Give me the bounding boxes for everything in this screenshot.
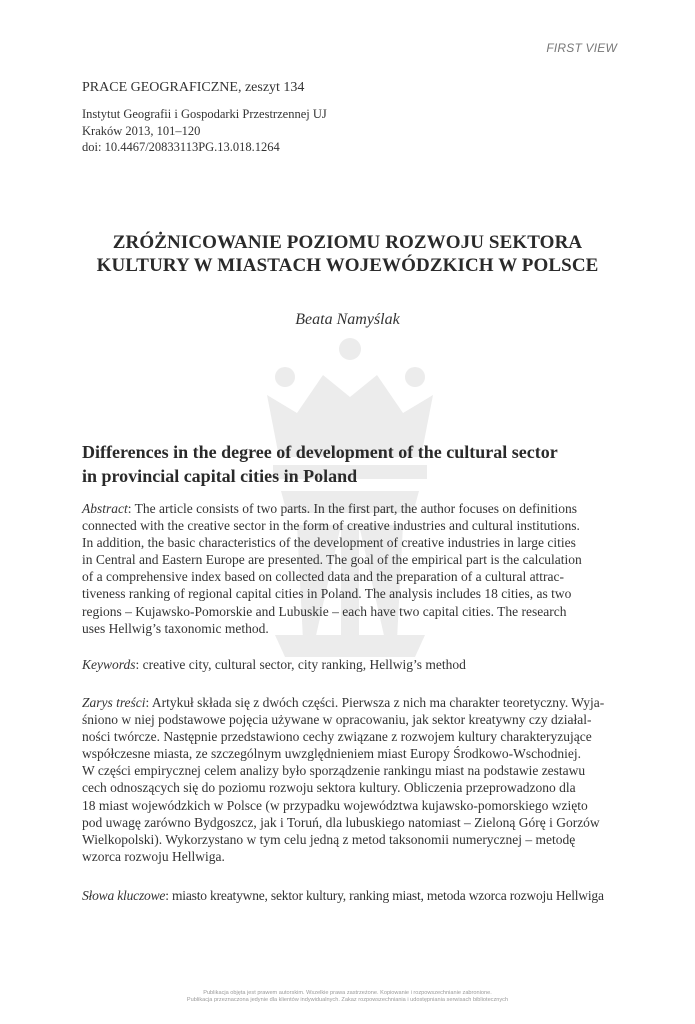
footer-line: Publikacja przeznaczona jedynie dla klientów indywidualnych. Zakaz rozpowszechniania i udostępniania serwisach bibliotecznych [186,997,509,1003]
title-pl-line: ZRÓŻNICOWANIE POZIOMU ROZWOJU SEKTORA [112,232,583,253]
abstract-pl-line: współczesne miasta, ze szczególnym uwzględnieniem miast Europy Środkowo-Wschodniej. [82,746,581,762]
keywords-pl-line: Słowa kluczowe: miasto kreatywne, sektor kultury, ranking miast, metoda wzorca rozwoju Hellwiga [82,888,604,903]
abstract-pl-line: W części empirycznej celem analizy było sporządzenie rankingu miast na podstawie zestawu [82,763,586,779]
keywords-en [82,656,602,673]
abstract-en [82,500,602,637]
institute-line: Instytut Geografii i Gospodarki Przestrzennej UJ [82,107,327,121]
abstract-pl-label: Zarys treści [82,695,146,710]
abstract-en-line: connected with the creative sector in the form of creative industries and cultural institutions. [82,518,580,534]
author-name: Beata Namyślak [295,311,400,328]
keywords-en-line: Keywords: creative city, cultural sector, city ranking, Hellwig’s method [82,657,466,672]
keywords-pl [82,887,602,904]
article-title-en [82,440,622,488]
abstract-pl-line: ności twórcze. Następnie przedstawiono cechy związane z rozwojem kultury charakteryzujące [82,729,592,745]
abstract-pl-line: cech odnoszących się do poziomu rozwoju sektora kultury. Obliczenia przeprowadzono dla [82,780,576,796]
title-en-line: in provincial capital cities in Poland [82,466,358,486]
abstract-pl-line: Wielkopolski). Wykorzystano w tym celu jedną z metod taksonomii numerycznej – metodę [82,831,576,847]
keywords-en-label: Keywords [82,657,136,672]
abstract-pl [82,694,605,865]
journal-title: PRACE GEOGRAFICZNE, zeszyt 134 [82,80,305,95]
doi-line: doi: 10.4467/20833113PG.13.018.1264 [82,140,280,154]
abstract-en-line: regions – Kujawsko-Pomorskie and Lubuskie – each have two capital cities. The research [82,603,567,619]
abstract-en-line: tiveness ranking of regional capital cities in Poland. The analysis includes 18 cities, as two [82,586,572,602]
journal-meta [82,106,327,156]
abstract-pl-line: 18 miast wojewódzkich w Polsce (w przypadku województwa kujawsko-pomorskiego wzięto [82,797,588,813]
abstract-en-line: Abstract: The article consists of two parts. In the first part, the author focuses on definitions [82,501,578,516]
abstract-en-label: Abstract [82,501,128,516]
abstract-en-line: of a comprehensive index based on collected data and the preparation of a cultural attrac- [82,569,565,585]
article-title-pl [60,231,635,277]
abstract-pl-line: wzorca rozwoju Hellwiga. [82,848,225,864]
keywords-pl-label: Słowa kluczowe [82,888,166,903]
abstract-en-line: uses Hellwig’s taxonomic method. [82,620,269,636]
abstract-pl-line: śniono w niej podstawowe pojęcia używane w opracowaniu, jak sektor kreatywny czy działal- [82,712,592,728]
copyright-footer [0,990,695,1004]
footer-line: Publikacja objęta jest prawem autorskim. Wszelkie prawa zastrzeżone. Kopiowanie i rozpowszechnianie zabronione. [203,990,492,996]
first-view-label: FIRST VIEW [546,41,617,55]
place-pages-line: Kraków 2013, 101–120 [82,123,201,138]
abstract-en-line: in Central and Eastern Europe are presented. The goal of the empirical part is the calculation [82,552,582,568]
abstract-pl-line: Zarys treści: Artykuł składa się z dwóch części. Pierwsza z nich ma charakter teoretyczny. Wyja- [82,695,605,710]
title-pl-line: KULTURY W MIASTACH WOJEWÓDZKICH W POLSCE [96,255,599,276]
title-en-line: Differences in the degree of development of the cultural sector [82,442,558,462]
abstract-pl-line: pod uwagę zarówno Bydgoszcz, jak i Toruń, dla lubuskiego natomiast – Zieloną Górę i Gorzów [82,814,600,830]
abstract-en-line: In addition, the basic characteristics of the development of creative industries in large cities [82,535,576,551]
